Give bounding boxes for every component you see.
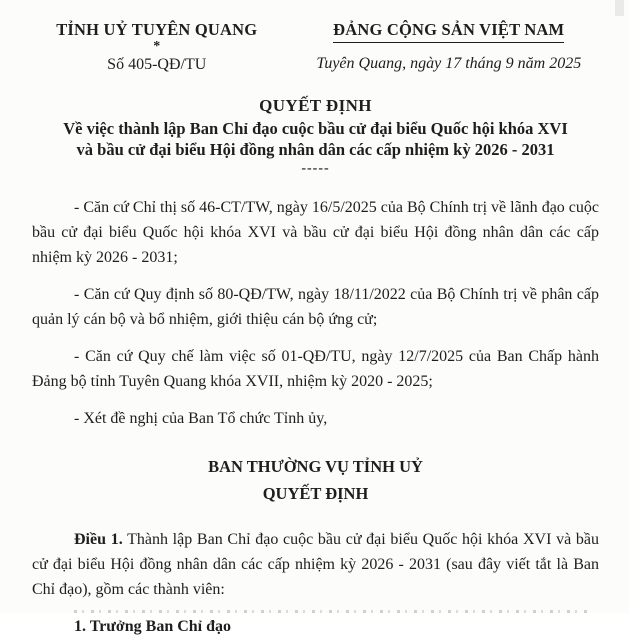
org-star-separator: * [153, 39, 161, 54]
preamble-section [32, 195, 599, 431]
national-motto: ĐẢNG CỘNG SẢN VIỆT NAM [333, 20, 564, 43]
document-header [32, 20, 599, 74]
preamble-paragraph: - Căn cứ Chỉ thị số 46-CT/TW, ngày 16/5/2025 của Bộ Chính trị về lãnh đạo cuộc bầu cử đại biểu Quốc hội khóa XVI và bầu cử đại biểu Hội đồng nhân dân các cấp nhiệm kỳ 2026 - 2031; [32, 199, 599, 266]
title-block [32, 96, 599, 175]
article-1 [32, 527, 599, 602]
preamble-paragraph: - Xét đề nghị của Ban Tổ chức Tỉnh ủy, [74, 410, 328, 427]
document-number: Số 405-QĐ/TU [107, 56, 207, 73]
decision-authority-line: BAN THƯỜNG VỤ TỈNH UỶ [208, 457, 423, 476]
decision-word-line: QUYẾT ĐỊNH [262, 484, 369, 503]
subtitle-line-2: và bầu cử đại biểu Hội đồng nhân dân các cấp nhiệm kỳ 2026 - 2031 [76, 140, 555, 159]
scan-artifact [615, 0, 624, 16]
national-header-block [299, 20, 600, 73]
issuing-org-name: TỈNH UỶ TUYÊN QUANG [56, 20, 258, 39]
preamble-paragraph: - Căn cứ Quy chế làm việc số 01-QĐ/TU, ngày 12/7/2025 của Ban Chấp hành Đảng bộ tỉnh Tuyên Quang khóa XVII, nhiệm kỳ 2020 - 2025; [32, 348, 599, 390]
title-separator: ----- [301, 161, 330, 176]
article-1-text: Thành lập Ban Chỉ đạo cuộc bầu cử đại biểu Quốc hội khóa XVI và bầu cử đại biểu Hội đồng nhân dân các cấp nhiệm kỳ 2026 - 2031 (sau đây viết tắt là Ban Chỉ đạo), gồm các thành viên: [32, 531, 600, 598]
article-1-paragraph [32, 527, 599, 602]
issuing-org-block [32, 20, 281, 74]
decision-authority-block [32, 453, 599, 507]
article-1-label: Điều 1. [74, 531, 123, 548]
section-1-heading: 1. Trưởng Ban Chỉ đạo [74, 618, 232, 635]
next-line-cut-off [74, 610, 589, 613]
document-subtitle [32, 118, 599, 160]
document-title: QUYẾT ĐỊNH [259, 96, 372, 115]
subtitle-line-1: Về việc thành lập Ban Chỉ đạo cuộc bầu cử đại biểu Quốc hội khóa XVI [63, 119, 568, 138]
place-and-date: Tuyên Quang, ngày 17 tháng 9 năm 2025 [316, 55, 582, 72]
preamble-paragraph: - Căn cứ Quy định số 80-QĐ/TW, ngày 18/11/2022 của Bộ Chính trị về phân cấp quản lý cán bộ và bổ nhiệm, giới thiệu cán bộ ứng cử; [32, 286, 599, 328]
